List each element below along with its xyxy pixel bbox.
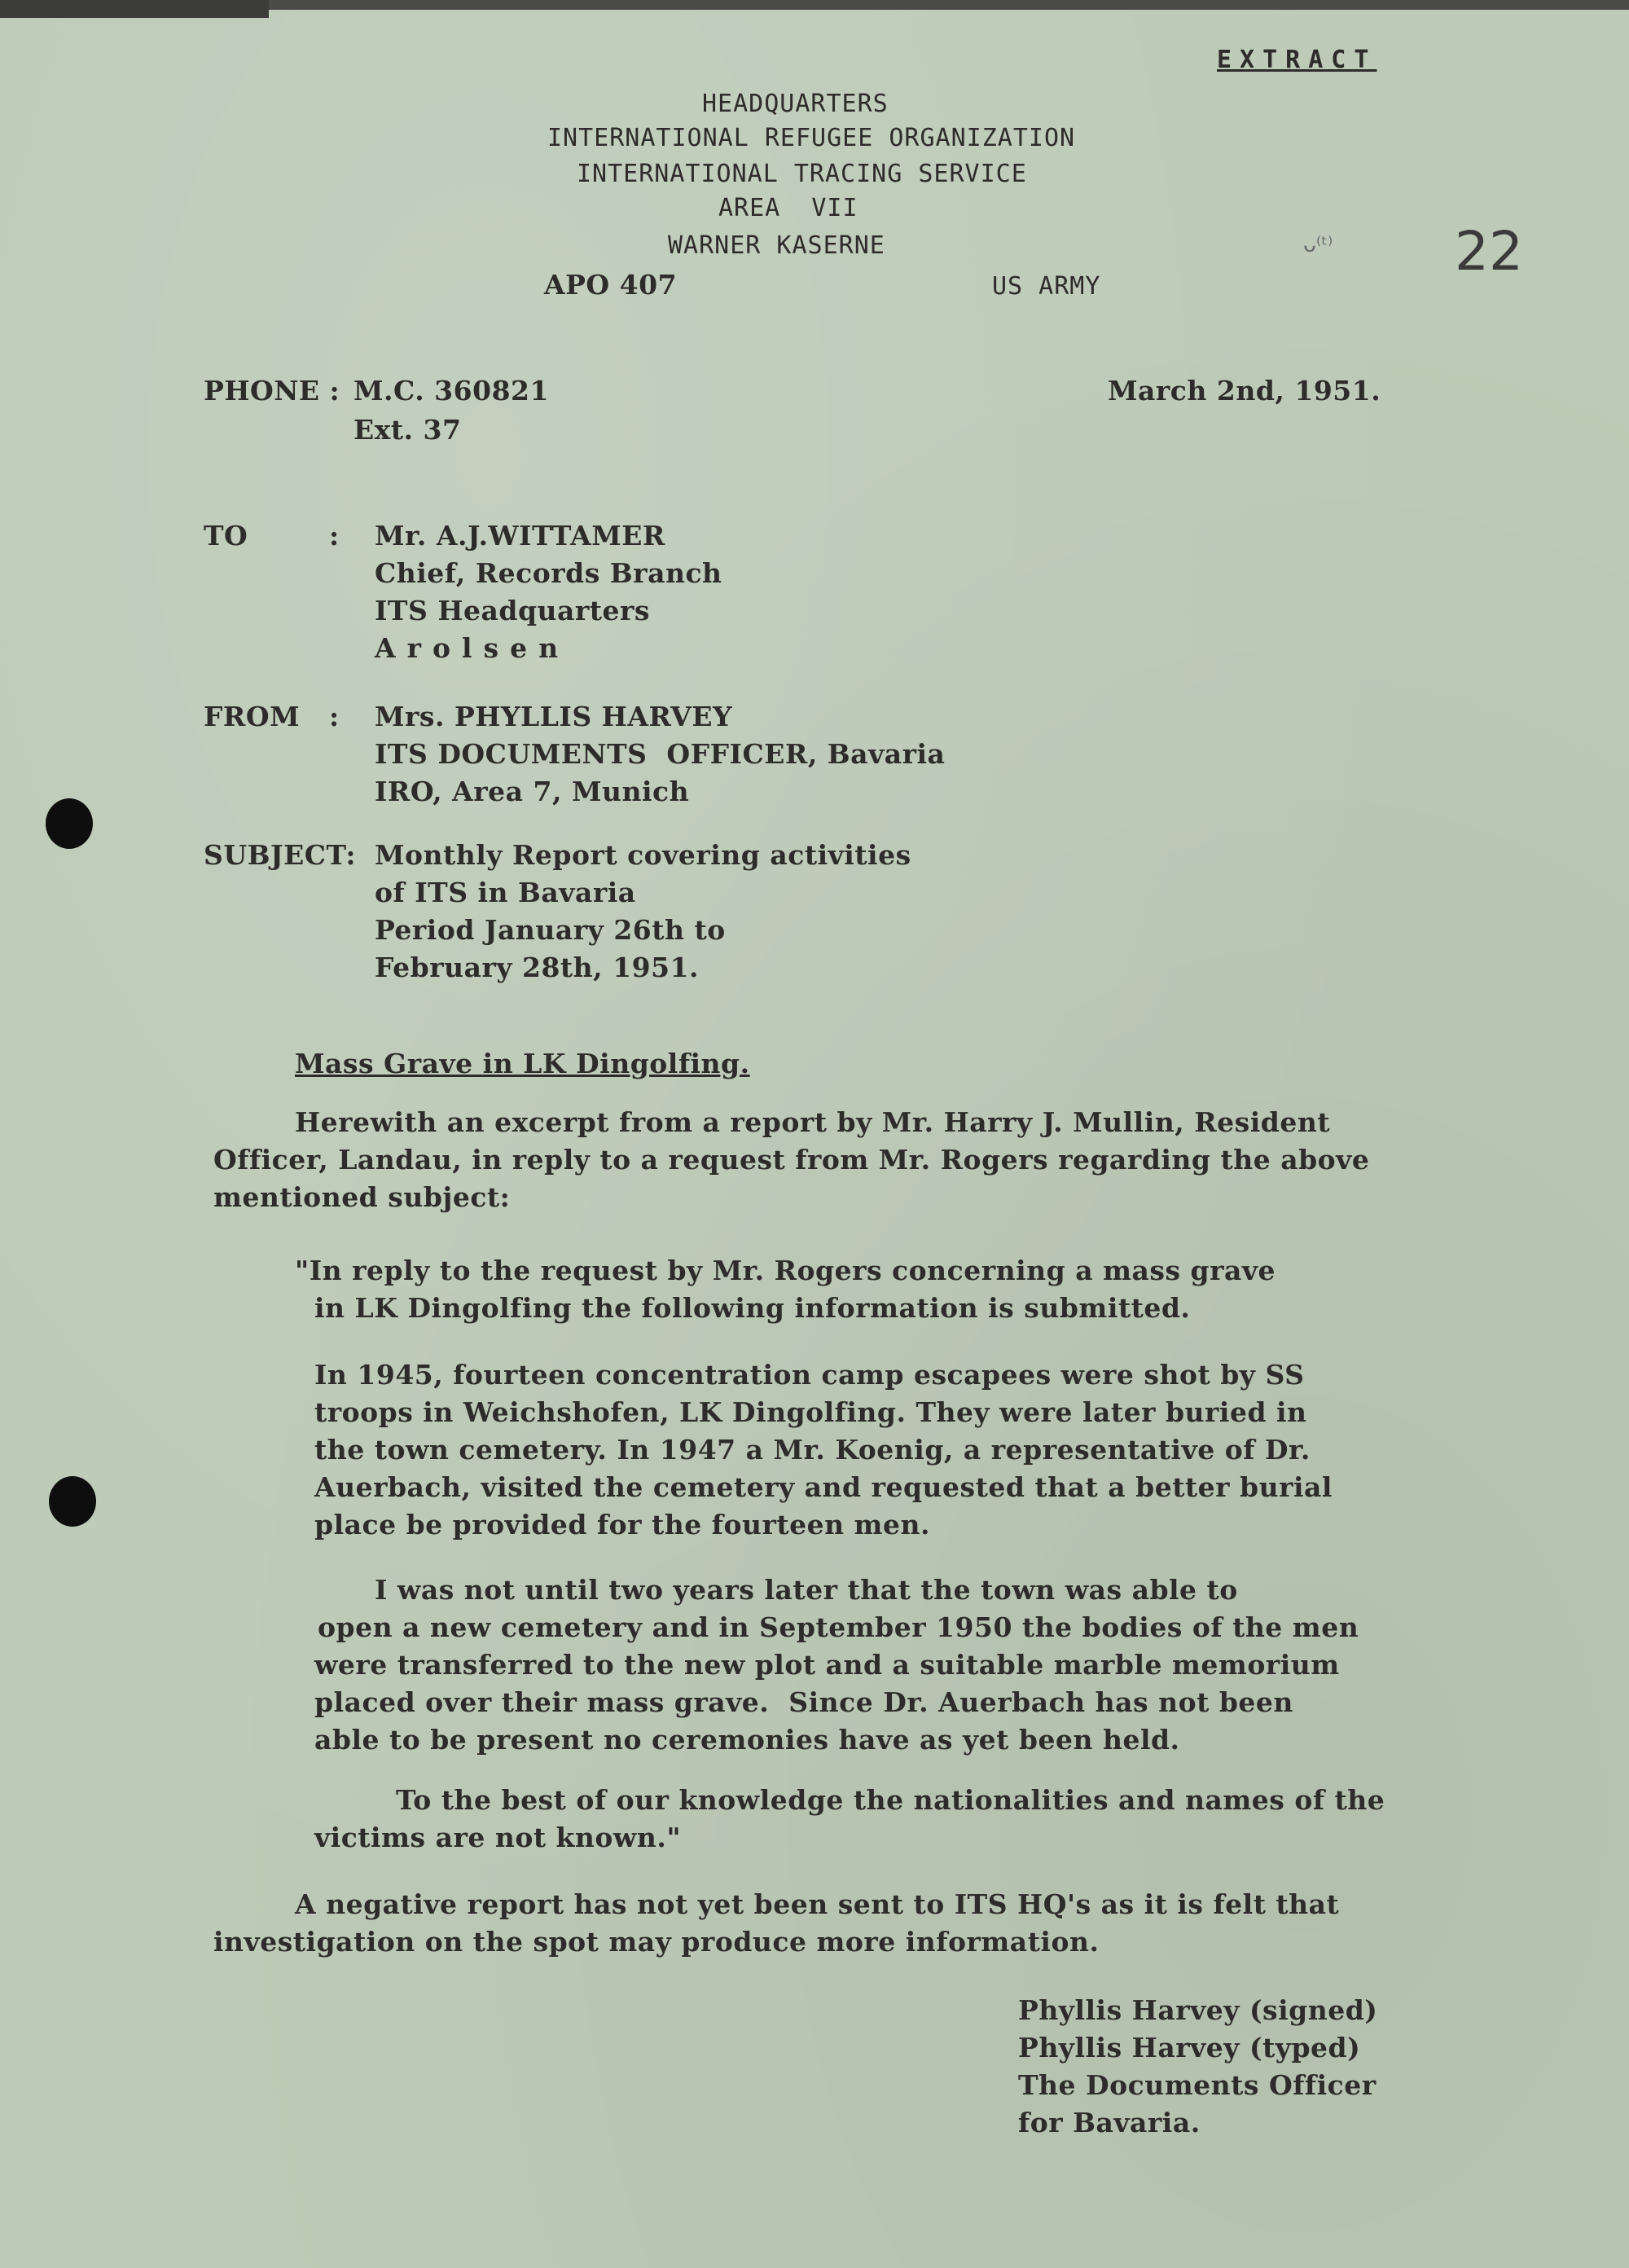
intro-line: mentioned subject: — [213, 1181, 511, 1213]
from-org: IRO, Area 7, Munich — [375, 776, 690, 807]
signature-signed: Phyllis Harvey (signed) — [1018, 1994, 1378, 2026]
intro-line: Herewith an excerpt from a report by Mr. Harry J. Mullin, Resident — [295, 1106, 1331, 1138]
letter-date: March 2nd, 1951. — [1108, 375, 1381, 407]
phone-ext: Ext. 37 — [353, 414, 462, 446]
subject-line-1: Monthly Report covering activities — [375, 839, 911, 871]
quote-line: victims are not known." — [314, 1822, 682, 1853]
quote-line: Auerbach, visited the cemetery and requested that a better burial — [314, 1471, 1333, 1503]
file-stamp-mark: ᴗ⁽ᵗ⁾ — [1303, 233, 1333, 257]
letterhead-army: US ARMY — [992, 272, 1101, 301]
quote-line: placed over their mass grave. Since Dr. Auerbach has not been — [314, 1686, 1293, 1718]
letterhead-apo: APO 407 — [544, 269, 678, 301]
from-label: FROM — [204, 701, 301, 732]
quote-line: in LK Dingolfing the following information is submitted. — [314, 1292, 1191, 1324]
quote-line: troops in Weichshofen, LK Dingolfing. They were later buried in — [314, 1396, 1307, 1428]
from-colon: : — [329, 701, 340, 732]
phone-label: PHONE : — [204, 375, 340, 407]
closing-line: A negative report has not yet been sent to ITS HQ's as it is felt that — [295, 1888, 1340, 1920]
file-stamp-number: 22 — [1455, 220, 1523, 283]
quote-line: To the best of our knowledge the nationalities and names of the — [396, 1784, 1385, 1816]
section-title: Mass Grave in LK Dingolfing. — [295, 1048, 750, 1079]
quote-line: "In reply to the request by Mr. Rogers concerning a mass grave — [295, 1255, 1276, 1286]
letterhead-line-1: HEADQUARTERS — [702, 90, 889, 118]
subject-line-2: of ITS in Bavaria — [375, 877, 636, 908]
quote-line: I was not until two years later that the town was able to — [375, 1574, 1238, 1606]
quote-line: the town cemetery. In 1947 a Mr. Koenig, a representative of Dr. — [314, 1434, 1311, 1466]
to-colon: : — [329, 520, 340, 552]
phone-number: M.C. 360821 — [353, 375, 549, 407]
quote-line: able to be present no ceremonies have as yet been held. — [314, 1724, 1180, 1756]
from-title: ITS DOCUMENTS OFFICER, Bavaria — [375, 738, 946, 770]
letterhead-line-4: AREA VII — [718, 194, 858, 222]
extract-label: EXTRACT — [1217, 46, 1377, 74]
quote-line: were transferred to the new plot and a suitable marble memorium — [314, 1649, 1340, 1681]
letterhead-line-5: WARNER KASERNE — [668, 231, 885, 260]
to-label: TO — [204, 520, 248, 552]
signature-region: for Bavaria. — [1018, 2107, 1201, 2138]
quote-line: In 1945, fourteen concentration camp escapees were shot by SS — [314, 1359, 1305, 1391]
to-org: ITS Headquarters — [375, 595, 650, 626]
letterhead-line-3: INTERNATIONAL TRACING SERVICE — [577, 160, 1027, 188]
subject-label: SUBJECT: — [204, 839, 357, 871]
scan-top-edge-dark — [0, 0, 269, 18]
quote-line: open a new cemetery and in September 1950 the bodies of the men — [318, 1611, 1359, 1643]
signature-typed: Phyllis Harvey (typed) — [1018, 2032, 1361, 2064]
to-location: Arolsen — [375, 632, 570, 664]
to-name: Mr. A.J.WITTAMER — [375, 520, 665, 552]
letterhead-line-2: INTERNATIONAL REFUGEE ORGANIZATION — [547, 124, 1076, 152]
subject-line-4: February 28th, 1951. — [375, 952, 699, 983]
to-title: Chief, Records Branch — [375, 557, 722, 589]
punch-hole-upper — [46, 798, 93, 849]
quote-line: place be provided for the fourteen men. — [314, 1509, 930, 1541]
intro-line: Officer, Landau, in reply to a request from Mr. Rogers regarding the above — [213, 1144, 1370, 1176]
closing-line: investigation on the spot may produce more information. — [213, 1926, 1100, 1958]
from-name: Mrs. PHYLLIS HARVEY — [375, 701, 733, 732]
signature-title: The Documents Officer — [1018, 2069, 1377, 2101]
punch-hole-lower — [49, 1476, 96, 1527]
subject-line-3: Period January 26th to — [375, 914, 726, 946]
